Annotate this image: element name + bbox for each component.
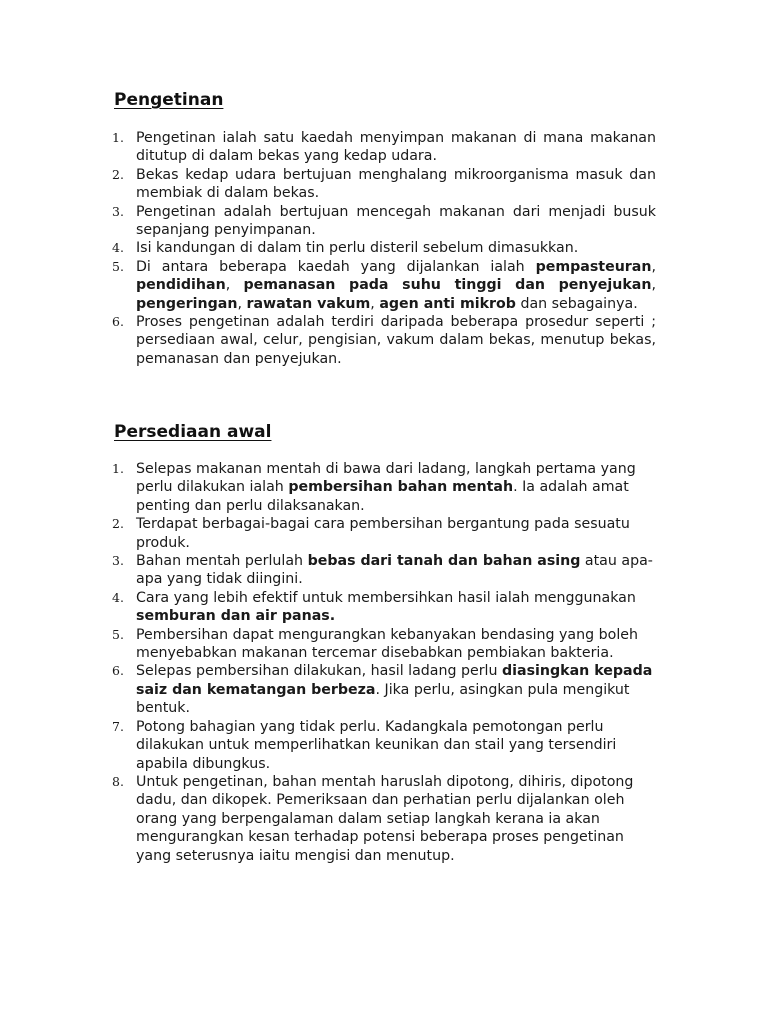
list-item-number: 4. <box>112 589 124 605</box>
text-run: Cara yang lebih efektif untuk membersihkan hasil ialah menggunakan <box>136 589 636 606</box>
list-item <box>112 626 656 663</box>
list-item <box>112 662 656 717</box>
text-run: Pengetinan ialah satu kaedah menyimpan makanan di mana makanan ditutup di dalam bekas yang kedap udara. <box>136 130 656 165</box>
list-item-text <box>136 461 636 514</box>
list-item-text <box>136 203 656 240</box>
text-run: Potong bahagian yang tidak perlu. Kadangkala pemotongan perlu dilakukan untuk memperlihatkan keunikan dan stail yang tersendiri apabila dibungkus. <box>136 718 617 772</box>
list-item-number: 2. <box>112 166 124 182</box>
text-run: Terdapat berbagai-bagai cara pembersihan bergantung pada sesuatu produk. <box>136 516 630 551</box>
list-item-text <box>136 166 656 203</box>
bold-term: pendidihan <box>136 277 226 294</box>
list-item-text <box>136 129 656 166</box>
list-item <box>112 589 656 626</box>
text-run: Bekas kedap udara bertujuan menghalang mikroorganisma masuk dan membiak di dalam bekas. <box>136 166 656 202</box>
bold-term: pembersihan bahan mentah <box>288 479 514 496</box>
text-run: Isi kandungan di dalam tin perlu disteril sebelum dimasukkan. <box>136 240 579 257</box>
list-item <box>112 129 656 166</box>
list-item-text <box>136 719 616 772</box>
bold-term: diasingkan kepada saiz dan kematangan berbeza <box>136 663 653 698</box>
list-item-text <box>136 627 638 661</box>
text-run: Bahan mentah perlulah <box>136 553 308 570</box>
list-item-text <box>136 553 653 587</box>
section-heading-persediaan-awal: Persediaan awal <box>114 422 272 442</box>
list-item <box>112 552 656 589</box>
text-run: , <box>370 295 380 312</box>
text-run: Untuk pengetinan, bahan mentah haruslah dipotong, dihiris, dipotong dadu, dan dikopek. Pemeriksaan dan perhatian perlu dijalankan oleh orang yang berpengalaman dalam setiap langkah kerana ia akan mengurangkan kesan terhadap potensi beberapa proses pengetinan yang seterusnya iaitu mengisi dan menutup. <box>136 773 634 864</box>
list-item-text <box>136 663 652 716</box>
text-run: dan sebagainya. <box>515 295 638 312</box>
text-run: , <box>651 277 656 294</box>
text-run: . Jika perlu, asingkan pula mengikut bentuk. <box>136 681 630 717</box>
list-item-text <box>136 590 636 624</box>
list-item <box>112 773 656 865</box>
list-item-text <box>136 313 656 368</box>
bold-term: rawatan vakum <box>246 295 371 312</box>
list-item-text <box>136 258 656 313</box>
list-item-number: 5. <box>112 258 124 274</box>
bold-term: agen anti mikrob <box>379 295 516 312</box>
text-run: Di antara beberapa kaedah yang dijalankan ialah <box>136 258 536 275</box>
pengetinan-list <box>112 129 656 368</box>
list-item-number: 8. <box>112 773 124 789</box>
text-run: atau apa-apa yang tidak diingini. <box>136 553 653 588</box>
list-item-text <box>136 239 656 257</box>
list-item <box>112 460 656 515</box>
list-item <box>112 203 656 240</box>
list-item-number: 6. <box>112 663 124 679</box>
list-item-number: 7. <box>112 718 124 734</box>
list-item <box>112 313 656 368</box>
bold-term: pengeringan <box>136 295 238 312</box>
list-item <box>112 515 656 552</box>
text-run: Proses pengetinan adalah terdiri daripada beberapa prosedur seperti ; persediaan awal, celur, pengisian, vakum dalam bekas, menutup bekas, pemanasan dan penyejukan. <box>136 314 656 367</box>
list-item-number: 1. <box>112 130 124 145</box>
bold-term: pemanasan pada suhu tinggi dan penyejukan <box>243 277 652 294</box>
text-run: Selepas makanan mentah di bawa dari ladang, langkah pertama yang perlu dilakukan ialah <box>136 461 636 496</box>
text-run: Pembersihan dapat mengurangkan kebanyakan bendasing yang boleh menyebabkan makanan tercemar disebabkan pembiakan bakteria. <box>136 626 638 662</box>
list-item-number: 3. <box>112 553 124 569</box>
list-item <box>112 258 656 313</box>
list-item <box>112 166 656 203</box>
list-item-text <box>136 516 630 550</box>
list-item-number: 1. <box>112 461 124 476</box>
list-item-text <box>136 774 633 864</box>
section-heading-pengetinan: Pengetinan <box>114 90 224 110</box>
text-run: Pengetinan adalah bertujuan mencegah makanan dari menjadi busuk sepanjang penyimpanan. <box>136 203 656 239</box>
list-item <box>112 718 656 773</box>
list-item-number: 6. <box>112 314 124 330</box>
text-run: , <box>651 258 656 275</box>
list-item-number: 3. <box>112 203 124 219</box>
text-run: Selepas pembersihan dilakukan, hasil ladang perlu <box>136 663 502 680</box>
bold-term: pempasteuran <box>535 258 652 275</box>
text-run: . Ia adalah amat penting dan perlu dilaksanakan. <box>136 479 629 514</box>
persediaan-awal-list <box>112 460 656 865</box>
list-item <box>112 239 656 257</box>
bold-term: semburan dan air panas. <box>136 608 336 625</box>
list-item-number: 4. <box>112 240 124 256</box>
list-item-number: 2. <box>112 516 124 532</box>
text-run: , <box>237 295 247 312</box>
bold-term: bebas dari tanah dan bahan asing <box>307 553 581 570</box>
text-run: , <box>225 277 244 294</box>
list-item-number: 5. <box>112 626 124 642</box>
